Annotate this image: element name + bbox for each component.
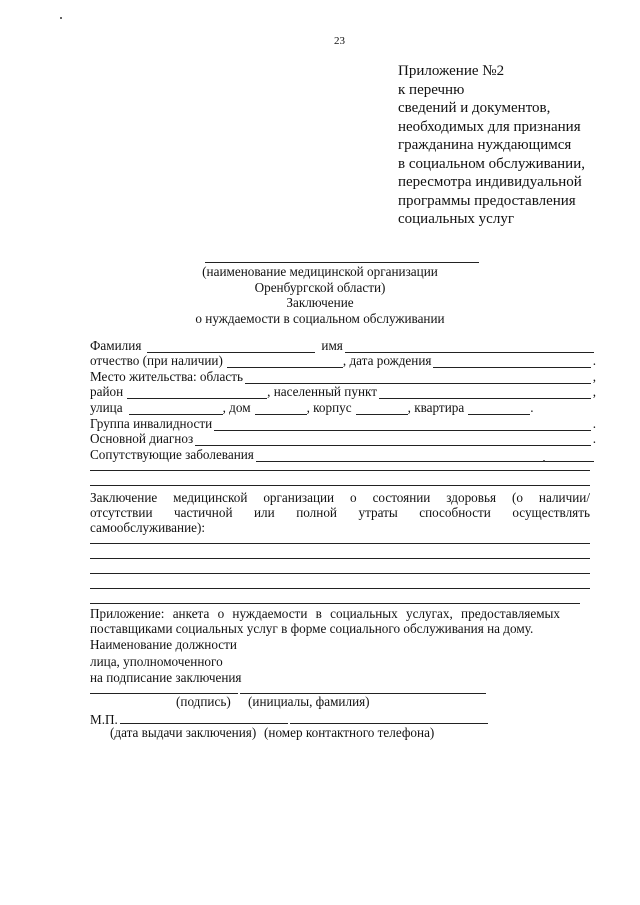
name-field[interactable]: [345, 340, 594, 353]
patronymic-field[interactable]: [227, 355, 343, 368]
district-field[interactable]: [127, 386, 267, 399]
diagnosis-row: Основной диагноз .: [90, 431, 596, 446]
street-field[interactable]: [129, 402, 223, 415]
document-subtitle: о нуждаемости в социальном обслуживании: [195, 310, 445, 326]
apartment-field[interactable]: [468, 402, 530, 415]
appendix-title: Приложение №2: [398, 63, 505, 79]
comorbidities-row: [90, 447, 596, 462]
comorbidities-line[interactable]: [90, 485, 590, 486]
position-line: лица, уполномоченного: [90, 653, 223, 669]
disability-group-field[interactable]: [214, 418, 590, 431]
district-row: район , населенный пункт ,: [90, 384, 596, 399]
phone-line[interactable]: [290, 723, 488, 724]
conclusion-answer-line[interactable]: [90, 543, 590, 544]
initials-caption: (инициалы, фамилия): [248, 694, 370, 709]
birth-date-field[interactable]: [433, 355, 590, 368]
position-block: [90, 637, 242, 687]
surname-label: Фамилия: [90, 338, 142, 353]
comorbidities-label: Сопутствующие заболевания: [90, 447, 254, 462]
patronymic-row: отчество (при наличии) , дата рождения .: [90, 353, 596, 368]
attachment-line: поставщиками социальных услуг в форме социального обслуживания на дому.: [90, 621, 534, 636]
org-name-caption: (наименование медицинской организации: [202, 264, 438, 279]
house-label: , дом: [222, 400, 251, 415]
main-diagnosis-field[interactable]: [195, 433, 591, 446]
comorbidities-line[interactable]: [90, 470, 590, 471]
appendix-line: в социальном обслуживании,: [398, 155, 585, 172]
building-label: , корпус: [306, 400, 352, 415]
surname-field[interactable]: [147, 340, 315, 353]
conclusion-line: отсутствии частичной или полной утраты способности осуществлять: [90, 505, 590, 520]
org-name-line[interactable]: [205, 262, 479, 263]
disability-row: Группа инвалидности .: [90, 416, 596, 431]
patronymic-label: отчество (при наличии): [90, 353, 223, 368]
conclusion-answer-line[interactable]: [90, 588, 590, 589]
page-number: 23: [334, 35, 345, 47]
region-field[interactable]: [245, 371, 591, 384]
district-label: район: [90, 384, 124, 399]
position-line: Наименование должности: [90, 637, 237, 652]
house-field[interactable]: [255, 402, 307, 415]
appendix-line: сведений и документов,: [398, 100, 551, 116]
appendix-line: необходимых для признания: [398, 118, 581, 135]
street-label: улица: [90, 400, 123, 415]
phone-caption: (номер контактного телефона): [264, 725, 435, 740]
appendix-line: программы предоставления: [398, 192, 576, 209]
name-label: имя: [321, 338, 343, 353]
scan-mark: [60, 17, 62, 19]
appendix-line: пересмотра индивидуальной: [398, 174, 582, 190]
birth-date-label: , дата рождения: [342, 353, 432, 368]
conclusion-answer-line[interactable]: [90, 558, 590, 559]
issue-date-caption: (дата выдачи заключения): [110, 725, 257, 740]
building-field[interactable]: [356, 402, 408, 415]
settlement-field[interactable]: [379, 386, 591, 399]
settlement-label: , населенный пункт: [267, 384, 377, 399]
position-line: на подписание заключения: [90, 670, 242, 685]
stamp-label: М.П.: [90, 712, 118, 727]
residence-label: Место жительства: область: [90, 369, 243, 384]
apartment-label: , квартира: [407, 400, 465, 415]
street-row: улица , дом , корпус , квартира .: [90, 400, 534, 415]
attachment-line: Приложение: анкета о нуждаемости в социальных услугах, предоставляемых: [90, 606, 560, 621]
document-title: Заключение: [286, 295, 354, 310]
appendix-line: к перечню: [398, 81, 465, 98]
signature-caption: (подпись): [176, 694, 231, 709]
appendix-header: [398, 62, 585, 229]
surname-row: [90, 338, 596, 353]
org-block: [170, 264, 470, 326]
appendix-line: гражданина нуждающимся: [398, 137, 572, 153]
residence-row: Место жительства: область ,: [90, 369, 596, 384]
issue-date-line[interactable]: [120, 723, 288, 724]
org-region: Оренбургской области): [254, 279, 386, 295]
appendix-line: социальных услуг: [398, 211, 514, 227]
conclusion-line: самообслуживание):: [90, 520, 206, 535]
disability-group-label: Группа инвалидности: [90, 416, 213, 431]
conclusion-line: Заключение медицинской организации о состоянии здоровья (о наличии/: [90, 490, 590, 505]
conclusion-answer-line[interactable]: [90, 573, 590, 574]
scan-mark: [543, 460, 545, 462]
main-diagnosis-label: Основной диагноз: [90, 431, 194, 446]
conclusion-answer-line[interactable]: [90, 603, 580, 604]
